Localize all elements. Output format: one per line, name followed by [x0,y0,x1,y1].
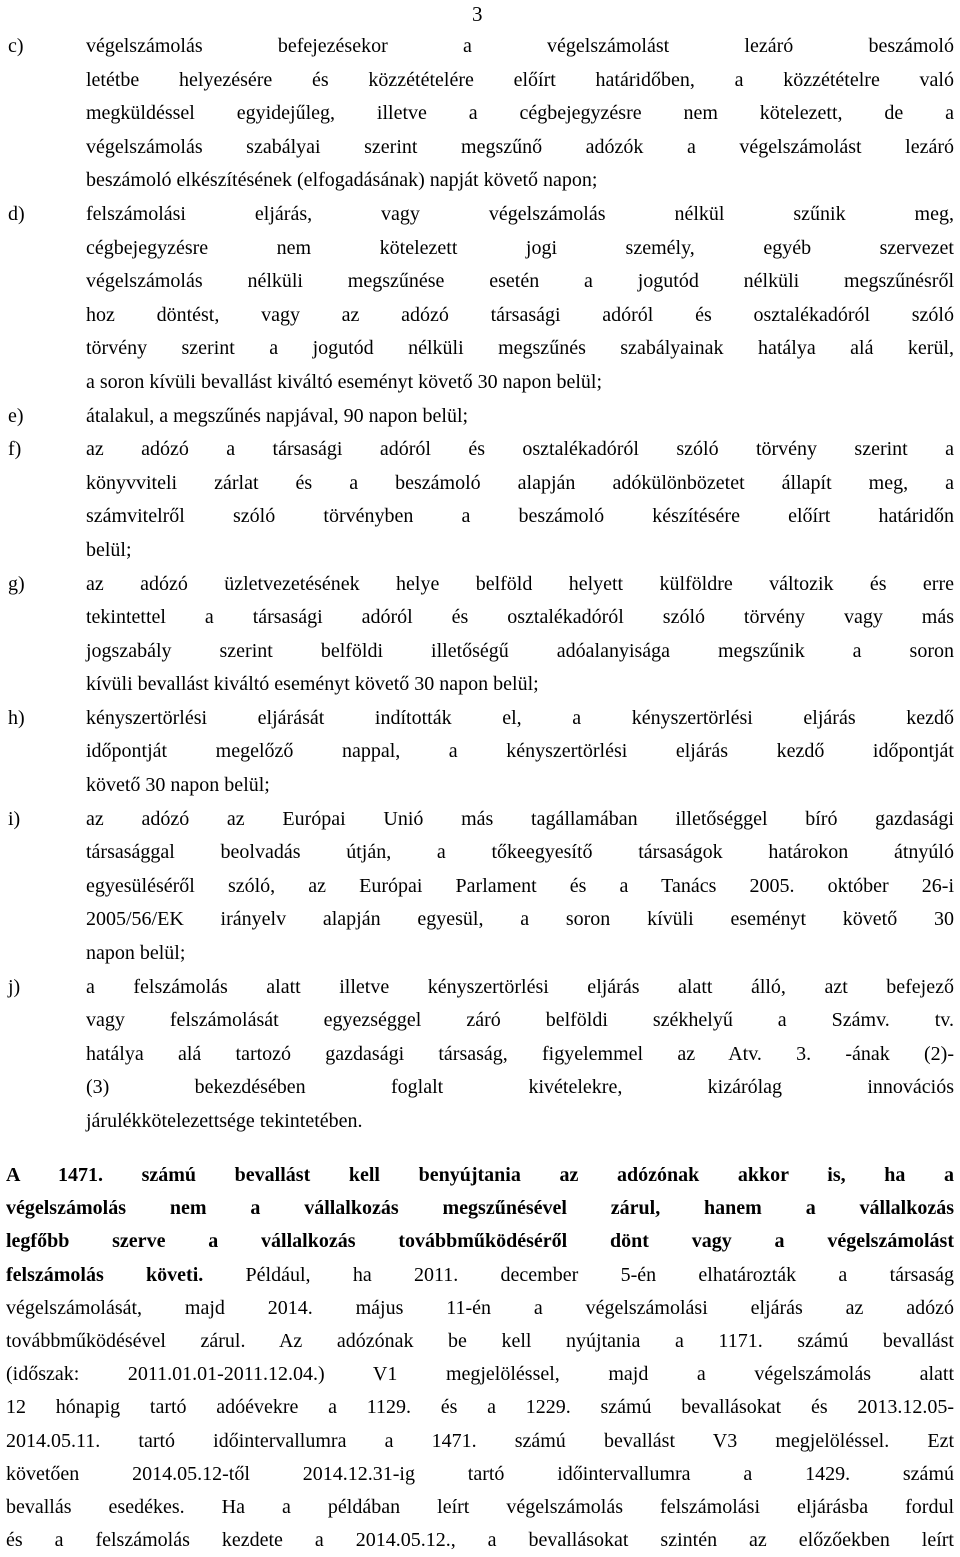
text-line: cégbejegyzésre nem kötelezett jogi személy, egyéb szervezet [86,236,954,259]
text-line: letétbe helyezésére és közzétételére előírt határidőben, a közzétételre való [86,68,954,91]
text-line: vagy felszámolását egyezséggel záró belföldi székhelyű a Számv. tv. [86,1009,954,1032]
list-marker: d) [8,202,25,225]
text-line: kényszertörlési eljárását indították el, a kényszertörlési eljárás kezdő [86,706,954,729]
text-line: egyesüléséről szóló, az Európai Parlament és a Tanács 2005. október 26-i [86,874,954,897]
text-line: végelszámolás befejezésekor a végelszámolást lezáró beszámoló [86,35,954,57]
list-item-d [0,198,960,400]
bold-text: felszámolás követi. [6,1263,204,1286]
text-line: belül; [86,538,132,561]
bold-text-line [6,1159,954,1192]
list-item-text [86,971,954,1139]
list-item-text [86,198,954,400]
text-line: társasággal beolvadás útján, a tőkeegyesítő társaságok határokon átnyúló [86,841,954,864]
text-line: átalakul, a megszűnés napjával, 90 napon belül; [86,404,469,427]
text-line: a soron kívüli bevallást kiváltó eseményt követő 30 napon belül; [86,370,603,393]
text-line: (időszak: 2011.01.01-2011.12.04.) V1 megjelöléssel, majd a végelszámolás alatt [6,1363,954,1386]
text-line: kívüli bevallást kiváltó eseményt követő 30 napon belül; [86,673,539,696]
text-line: 12 hónapig tartó adóévekre a 1129. és a 1229. számú bevallásokat és 2013.12.05- [6,1396,954,1419]
explanatory-paragraph [6,1159,954,1557]
text-line: és a felszámolás kezdete a 2014.05.12., a bevallásokat szintén az előzőekben leírt [6,1529,954,1552]
text-line: végelszámolás szabályai szerint megszűnő adózók a végelszámolást lezáró [86,135,954,158]
text-line: megküldéssel egyidejűleg, illetve a cégbejegyzésre nem kötelezett, de a [86,102,954,125]
list-item-text [86,803,954,971]
text-line: az adózó az Európai Unió más tagállamában illetőséggel bíró gazdasági [86,807,954,830]
list-item-text [86,400,954,434]
text-line: továbbműködésével zárul. Az adózónak be kell nyújtania a 1171. számú bevallást [6,1330,954,1353]
list-item-f [0,433,960,567]
list-item-text [86,433,954,567]
list-item-text [86,702,954,803]
list-item-j [0,971,960,1139]
text-line: beszámoló elkészítésének (elfogadásának) napját követő napon; [86,169,598,192]
bold-text-line [6,1225,954,1258]
text-line: járulékkötelezettsége tekintetében. [86,1110,363,1132]
list-item-e [0,400,960,434]
list-marker: e) [8,404,24,427]
text-line: követő 30 napon belül; [86,774,270,797]
list-marker: c) [8,35,24,57]
text-line: az adózó üzletvezetésének helye belföld helyett külföldre változik és erre [86,572,954,595]
text-line: bevallás esedékes. Ha a példában leírt végelszámolás felszámolási eljárásba fordul [6,1496,954,1519]
list-item-i [0,803,960,971]
list-item-text [86,30,954,198]
list-item-g [0,568,960,702]
enumerated-list [0,30,960,1139]
text-line: az adózó a társasági adóról és osztalékadóról szóló törvény szerint a [86,438,954,461]
text-line: a felszámolás alatt illetve kényszertörlési eljárás alatt álló, azt befejező [86,975,954,998]
text-line: (3) bekezdésében foglalt kivételekre, kizárólag innovációs [86,1076,954,1099]
text-line: időpontját megelőző nappal, a kényszertörlési eljárás kezdő időpontját [86,740,954,763]
text-line: könyvviteli zárlat és a beszámoló alapján adókülönbözetet állapít meg, a [86,471,954,494]
page-number: 3 [472,2,483,26]
text-line: tekintettel a társasági adóról és osztalékadóról szóló törvény vagy más [86,606,954,629]
bold-text-line [6,1192,954,1225]
text-line: végelszámolását, majd 2014. május 11-én a végelszámolási eljárás az adózó [6,1296,954,1319]
list-item-h [0,702,960,803]
bold-text: A 1471. számú bevallást kell benyújtania az adózónak akkor is, ha a [6,1164,954,1186]
bold-text: végelszámolás nem a vállalkozás megszűnésével zárul, hanem a vállalkozás [6,1197,954,1220]
list-marker: f) [8,438,22,461]
text-line: hoz döntést, vagy az adózó társasági adóról és osztalékadóról szóló [86,303,954,326]
list-item-text [86,568,954,702]
text-line: napon belül; [86,942,186,965]
list-marker: j) [8,975,21,998]
text-line: hatálya alá tartozó gazdasági társaság, figyelemmel az Atv. 3. -ának (2)- [86,1042,954,1065]
list-marker: g) [8,572,25,595]
text-line: követően 2014.05.12-től 2014.12.31-ig tartó időintervallumra a 1429. számú [6,1462,954,1485]
text-line: 2005/56/EK irányelv alapján egyesül, a soron kívüli eseményt követő 30 [86,908,954,931]
text-line: számvitelről szóló törvényben a beszámoló készítésére előírt határidőn [86,505,954,528]
list-item-c [0,30,960,198]
mixed-text-line [6,1259,954,1292]
bold-text: legfőbb szerve a vállalkozás továbbműködéséről dönt vagy a végelszámolást [6,1230,954,1253]
text-line: jogszabály szerint belföldi illetőségű adóalanyisága megszűnik a soron [86,639,954,662]
normal-text: Például, ha 2011. december 5-én elhatározták a társaság [203,1263,954,1286]
text-line: felszámolási eljárás, vagy végelszámolás nélkül szűnik meg, [86,202,954,225]
list-marker: h) [8,706,25,729]
text-line: 2014.05.11. tartó időintervallumra a 1471. számú bevallást V3 megjelöléssel. Ezt [6,1429,954,1452]
text-line: végelszámolás nélküli megszűnése esetén a jogutód nélküli megszűnésről [86,270,954,293]
list-marker: i) [8,807,21,830]
text-line: törvény szerint a jogutód nélküli megszűnés szabályainak hatálya alá kerül, [86,337,954,360]
